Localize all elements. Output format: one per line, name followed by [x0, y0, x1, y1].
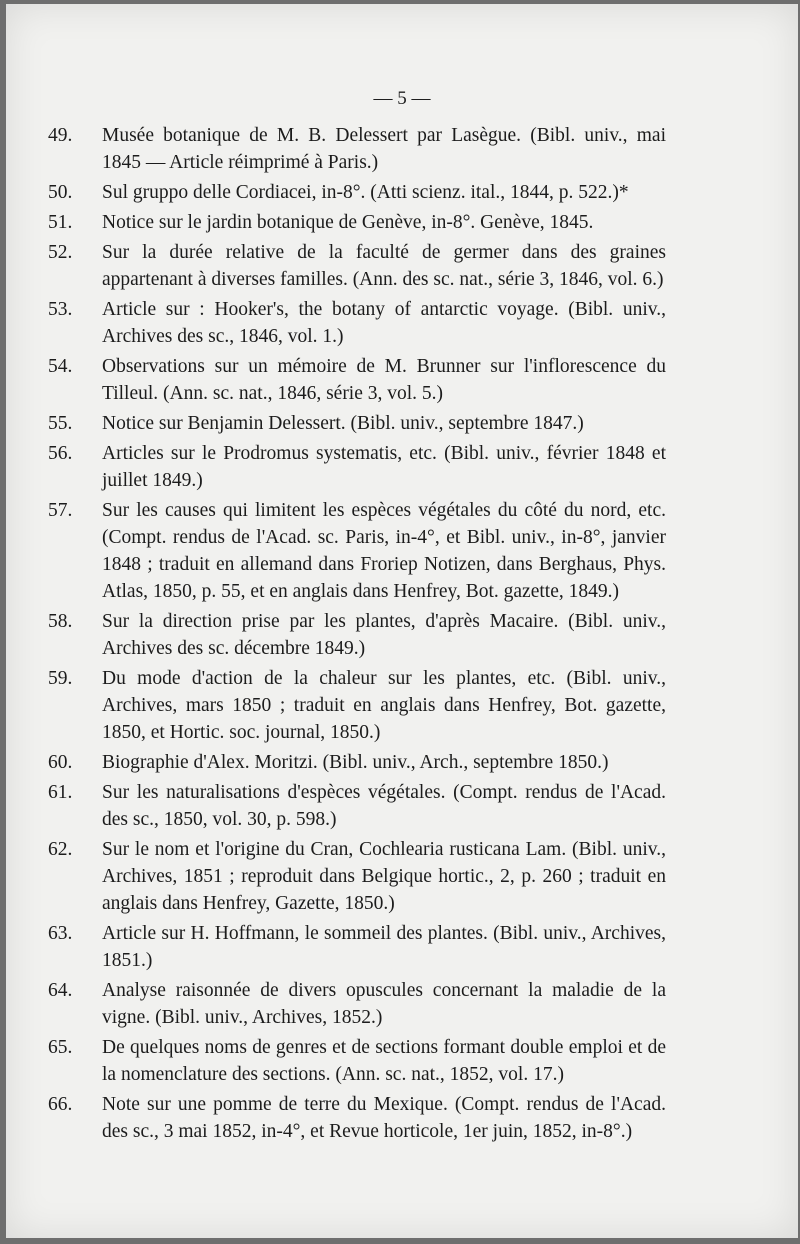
entry-text: Articles sur le Prodromus systematis, etc. (Bibl. univ., février 1848 et juillet 1849.) — [102, 443, 666, 491]
list-item — [6, 497, 666, 605]
list-item — [6, 209, 666, 236]
list-item — [6, 920, 666, 974]
entry-number: 64. — [48, 980, 73, 1001]
entry-number: 51. — [48, 212, 73, 233]
entry-text: Notice sur le jardin botanique de Genève, in-8°. Genève, 1845. — [102, 212, 594, 233]
list-item — [6, 179, 666, 206]
entry-text: Analyse raisonnée de divers opuscules concernant la maladie de la vigne. (Bibl. univ., Archives, 1852.) — [102, 980, 666, 1028]
entry-text: Sur la durée relative de la faculté de germer dans des graines appartenant à diverses familles. (Ann. des sc. nat., série 3, 1846, vol. 6.) — [102, 242, 666, 290]
entry-number: 56. — [48, 443, 73, 464]
entry-text: Sur la direction prise par les plantes, d'après Macaire. (Bibl. univ., Archives des sc. décembre 1849.) — [102, 611, 666, 659]
entry-text: Musée botanique de M. B. Delessert par Lasègue. (Bibl. univ., mai 1845 — Article réimprimé à Paris.) — [102, 125, 666, 173]
entry-text: Notice sur Benjamin Delessert. (Bibl. univ., septembre 1847.) — [102, 413, 584, 434]
entry-number: 55. — [48, 413, 73, 434]
entry-text: Biographie d'Alex. Moritzi. (Bibl. univ., Arch., septembre 1850.) — [102, 752, 609, 773]
entry-number: 57. — [48, 500, 73, 521]
list-item — [6, 122, 666, 176]
bibliography-list — [6, 122, 798, 1148]
list-item — [6, 836, 666, 917]
entry-text: De quelques noms de genres et de sections formant double emploi et de la nomenclature des sections. (Ann. sc. nat., 1852, vol. 17.) — [102, 1037, 666, 1085]
list-item — [6, 1034, 666, 1088]
entry-number: 62. — [48, 839, 73, 860]
page-number: — 5 — — [373, 88, 431, 109]
entry-number: 52. — [48, 242, 73, 263]
entry-text: Sur les naturalisations d'espèces végétales. (Compt. rendus de l'Acad. des sc., 1850, vol. 30, p. 598.) — [102, 782, 666, 830]
list-item — [6, 296, 666, 350]
entry-number: 53. — [48, 299, 73, 320]
entry-text: Article sur : Hooker's, the botany of antarctic voyage. (Bibl. univ., Archives des sc., 1846, vol. 1.) — [102, 299, 666, 347]
list-item — [6, 749, 666, 776]
entry-number: 49. — [48, 125, 73, 146]
entry-number: 58. — [48, 611, 73, 632]
list-item — [6, 410, 666, 437]
entry-text: Sur le nom et l'origine du Cran, Cochlearia rusticana Lam. (Bibl. univ., Archives, 1851 ; reproduit dans Belgique hortic., 2, p. 260 ; traduit en anglais dans Henfrey, Gazette, 1850.) — [102, 839, 666, 914]
entry-text: Sur les causes qui limitent les espèces végétales du côté du nord, etc. (Compt. rendus de l'Acad. sc. Paris, in-4°, et Bibl. univ., in-8°, janvier 1848 ; traduit en allemand dans Froriep Notizen, dans Berghaus, Phys. Atlas, 1850, p. 55, et en anglais dans Henfrey, Bot. gazette, 1849.) — [102, 500, 666, 602]
entry-number: 50. — [48, 182, 73, 203]
book-page — [6, 4, 798, 1238]
entry-text: Observations sur un mémoire de M. Brunner sur l'inflorescence du Tilleul. (Ann. sc. nat., 1846, série 3, vol. 5.) — [102, 356, 666, 404]
entry-number: 60. — [48, 752, 73, 773]
list-item — [6, 779, 666, 833]
list-item — [6, 1091, 666, 1145]
list-item — [6, 977, 666, 1031]
entry-number: 59. — [48, 668, 73, 689]
entry-number: 61. — [48, 782, 73, 803]
entry-number: 66. — [48, 1094, 73, 1115]
entry-text: Note sur une pomme de terre du Mexique. (Compt. rendus de l'Acad. des sc., 3 mai 1852, in-4°, et Revue horticole, 1er juin, 1852, in-8°.) — [102, 1094, 666, 1142]
list-item — [6, 665, 666, 746]
list-item — [6, 353, 666, 407]
list-item — [6, 239, 666, 293]
entry-text: Article sur H. Hoffmann, le sommeil des plantes. (Bibl. univ., Archives, 1851.) — [102, 923, 666, 971]
entry-text: Sul gruppo delle Cordiacei, in-8°. (Atti scienz. ital., 1844, p. 522.)* — [102, 182, 629, 203]
list-item — [6, 608, 666, 662]
list-item — [6, 440, 666, 494]
entry-number: 63. — [48, 923, 73, 944]
entry-number: 54. — [48, 356, 73, 377]
entry-text: Du mode d'action de la chaleur sur les plantes, etc. (Bibl. univ., Archives, mars 1850 ; traduit en anglais dans Henfrey, Bot. gazette, 1850, et Hortic. soc. journal, 1850.) — [102, 668, 666, 743]
entry-number: 65. — [48, 1037, 73, 1058]
